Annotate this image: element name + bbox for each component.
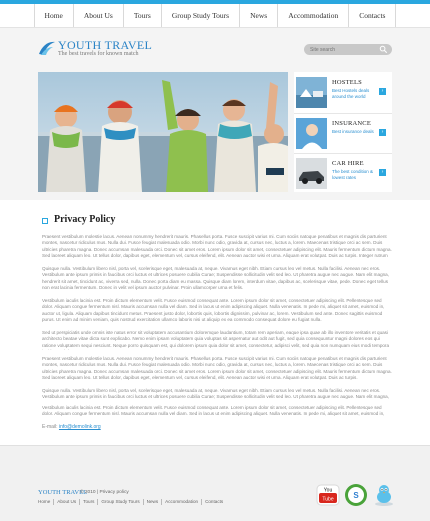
- page-title: Privacy Policy: [54, 214, 116, 225]
- promo-car-hire[interactable]: [294, 155, 392, 192]
- footer-link-group-study-tours[interactable]: Group Study Tours: [97, 499, 142, 505]
- nav-item-group-study-tours[interactable]: Group Study Tours: [161, 4, 239, 27]
- logo-tagline: The best travels for known match: [58, 51, 139, 57]
- nav-item-about-us[interactable]: About Us: [73, 4, 123, 27]
- paragraph: Quisque nulla. Vestibulum libero nisl, porta vel, scelerisque eget, malesuada at, neque. Vivamus eget nibh. Etiam cursus leo vel metus. Nulla facilisi. Aenean nec eros. Vestibulum ante ipsum primis in faucibus orci luctus et ultrices posuere cubilia Curae; Suspendisse sollicitudin velit sed leo. Ut pharetra augue nec augue. Nam elit magna, hendrerit sit amet, tincidunt ac, viverra sed, nulla. Donec porta diam eu massa. Quisque diam lorem, interdum vitae, dapibus ac, scelerisque vitae, pede. Donec eget tellus non erat lacinia fermentum. Donec in velit vel ipsum auctor pulvinar. Proin ullamcorper urna et felis.: [42, 266, 390, 290]
- nav-item-contacts[interactable]: Contacts: [348, 4, 396, 27]
- insurance-thumbnail: [296, 118, 327, 149]
- promo-hostels[interactable]: [294, 74, 392, 111]
- promo-insurance[interactable]: [294, 115, 392, 152]
- hero-image: [38, 72, 288, 192]
- footer-link-home[interactable]: Home: [38, 499, 51, 504]
- promo-description: Best Hostels deals around the world: [332, 88, 370, 99]
- svg-text:You: You: [323, 487, 333, 494]
- nav-item-accommodation[interactable]: Accommodation: [277, 4, 348, 27]
- promo-description: Best insurance deals: [332, 129, 374, 134]
- paragraph: Sed ut perspiciatis unde omnis iste natus error sit voluptatem accusantium doloremque laudantium, totam rem aperiam, eaque ipsa quae ab illo inventore veritatis et quasi architecto beatae vitae dicta sunt explicabo. Nemo enim ipsam voluptatem quia voluptas sit aspernatur aut odit aut fugit, sed quia consequuntur magni dolores eos qui ratione voluptatem sequi nesciunt. Neque porro quisquam est, qui dolorem ipsum quia dolor sit amet, consectetur, adipisci velit, sed quia non numquam eius modi tempora: [42, 330, 390, 348]
- paragraph: Quisque nulla. Vestibulum libero nisl, porta vel, scelerisque eget, malesuada at, neque. Vivamus eget nibh. Etiam cursus leo vel metus. Nulla facilisi. Aenean nec eros. Vestibulum ante ipsum primis in faucibus orci luctus et ultrices posuere cubilia Curae; Suspendisse sollicitudin velit sed leo. Ut pharetra augue nec augue. Nam elit magna,: [42, 388, 390, 400]
- footer-link-about-us[interactable]: About Us: [53, 499, 79, 505]
- twitter-bird-icon[interactable]: [372, 483, 396, 507]
- email-label: E-mail:: [42, 424, 58, 430]
- nav-item-home[interactable]: Home: [34, 4, 73, 27]
- promo-panel: [294, 72, 392, 192]
- stumbleupon-icon[interactable]: [344, 483, 368, 507]
- paragraph: Vestibulum iaculis lacinia est. Proin dictum elementum velit. Fusce euismod consequat ante. Lorem ipsum dolor sit amet, consectetuer adipiscing elit. Pellentesque sed dolor. Aliquam congue fermentum nisl. Mauris accumsan nulla vel diam. Sed in lacus ut enim adipiscing aliquet. Nulla venenatis. In pede mi, aliquet sit amet, euismod in,: [42, 405, 385, 417]
- footer-links: [38, 499, 226, 505]
- youtube-icon[interactable]: [316, 483, 340, 507]
- paragraph: Praesent vestibulum molestie lacus. Aenean nonummy hendrerit mauris. Phasellus porta. Fusce suscipit varius mi. Cum sociis natoque penatibus et magnis dis parturient montes, nascetur ridiculus mus. Nulla dui. Fusce feugiat malesuada odio. Morbi nunc odio, gravida at, cursus nec, luctus a, lorem. Maecenas tristique orci ac sem. Duis ultricies pharetra magna. Donec accumsan malesuada orci. Donec sit amet eros. Lorem ipsum dolor sit amet, consectetuer adipiscing elit. Mauris fermentum dictum magna. Sed laoreet aliquam leo. Ut tellus dolor, dapibus eget, elementum vel, cursus eleifend, elit. Aenean auctor wisi et urna. Aliquam erat volutpat. Duis ac turpis.: [42, 356, 392, 380]
- footer-link-tours[interactable]: Tours: [79, 499, 97, 505]
- promo-divider: [294, 153, 392, 154]
- nav-item-news[interactable]: News: [239, 4, 277, 27]
- promo-description: The best condition & lowest rates: [332, 169, 374, 180]
- promo-arrow-button[interactable]: ›: [379, 129, 386, 136]
- email-link[interactable]: info@demolink.org: [58, 424, 101, 430]
- email-row: [42, 424, 101, 430]
- search-icon[interactable]: [379, 45, 388, 54]
- nav-item-tours[interactable]: Tours: [123, 4, 161, 27]
- main-nav: [0, 4, 430, 28]
- title-bullet-icon: [42, 218, 48, 224]
- hostels-thumbnail: [296, 77, 327, 108]
- car-hire-thumbnail: [296, 158, 327, 189]
- footer-copyright: © 2010 | Privacy policy: [80, 490, 129, 495]
- footer-link-contacts[interactable]: Contacts: [201, 499, 226, 505]
- promo-title: HOSTELS: [332, 79, 362, 86]
- logo-swoosh-icon: [38, 40, 56, 56]
- logo-title: YOUTH TRAVEL: [58, 38, 153, 52]
- footer-link-accommodation[interactable]: Accommodation: [161, 499, 201, 505]
- paragraph: Vestibulum iaculis lacinia est. Proin dictum elementum velit. Fusce euismod consequat ante. Lorem ipsum dolor sit amet, consectetuer adipiscing elit. Pellentesque sed dolor. Aliquam congue fermentum nisl. Mauris accumsan nulla vel diam. Sed in lacus ut enim adipiscing aliquet. Nulla venenatis. In pede mi, aliquet sit amet, euismod in, auctor ut, ligula. Aliquam dapibus tincidunt metus. Praesent justo dolor, lobortis quis, lobortis dignissim, pulvinar ac, lorem. Vestibulum sed ante. Donec sagittis euismod purus. Ut enim ad minim veniam, quis nostrud exercitation ullamco laboris nisi ut aliquip ex ea commodo consequat dolore eu fugiat nulla.: [42, 298, 385, 322]
- svg-text:S: S: [353, 491, 359, 500]
- promo-divider: [294, 113, 392, 114]
- promo-title: INSURANCE: [332, 120, 371, 127]
- promo-arrow-button[interactable]: ›: [379, 88, 386, 95]
- footer-link-news[interactable]: News: [143, 499, 162, 505]
- promo-arrow-button[interactable]: ›: [379, 169, 386, 176]
- hero-photo-illustration: [38, 72, 288, 192]
- footer-brand[interactable]: YOUTH TRAVEL: [38, 489, 88, 496]
- search-input[interactable]: [310, 45, 376, 54]
- promo-title: CAR HIRE: [332, 160, 364, 167]
- search-box: [304, 44, 392, 55]
- site-logo[interactable]: [38, 38, 168, 62]
- paragraph: Praesent vestibulum molestie lacus. Aenean nonummy hendrerit mauris. Phasellus porta. Fusce suscipit varius mi. Cum sociis natoque penatibus et magnis dis parturient montes, nascetur ridiculus mus. Nulla dui. Fusce feugiat malesuada odio. Morbi nunc odio, gravida at, cursus nec, luctus a, lorem. Maecenas tristique orci ac sem. Duis ultricies pharetra magna. Donec accumsan malesuada orci. Donec sit amet eros. Lorem ipsum dolor sit amet, consectetuer adipiscing elit. Mauris fermentum dictum magna. Sed laoreet aliquam leo. Ut tellus dolor, dapibus eget, elementum vel, cursus eleifend, elit. Aenean auctor wisi et urna. Aliquam erat volutpat. Duis ac turpis. Integer rutrum: [42, 234, 392, 258]
- svg-text:Tube: Tube: [322, 496, 334, 503]
